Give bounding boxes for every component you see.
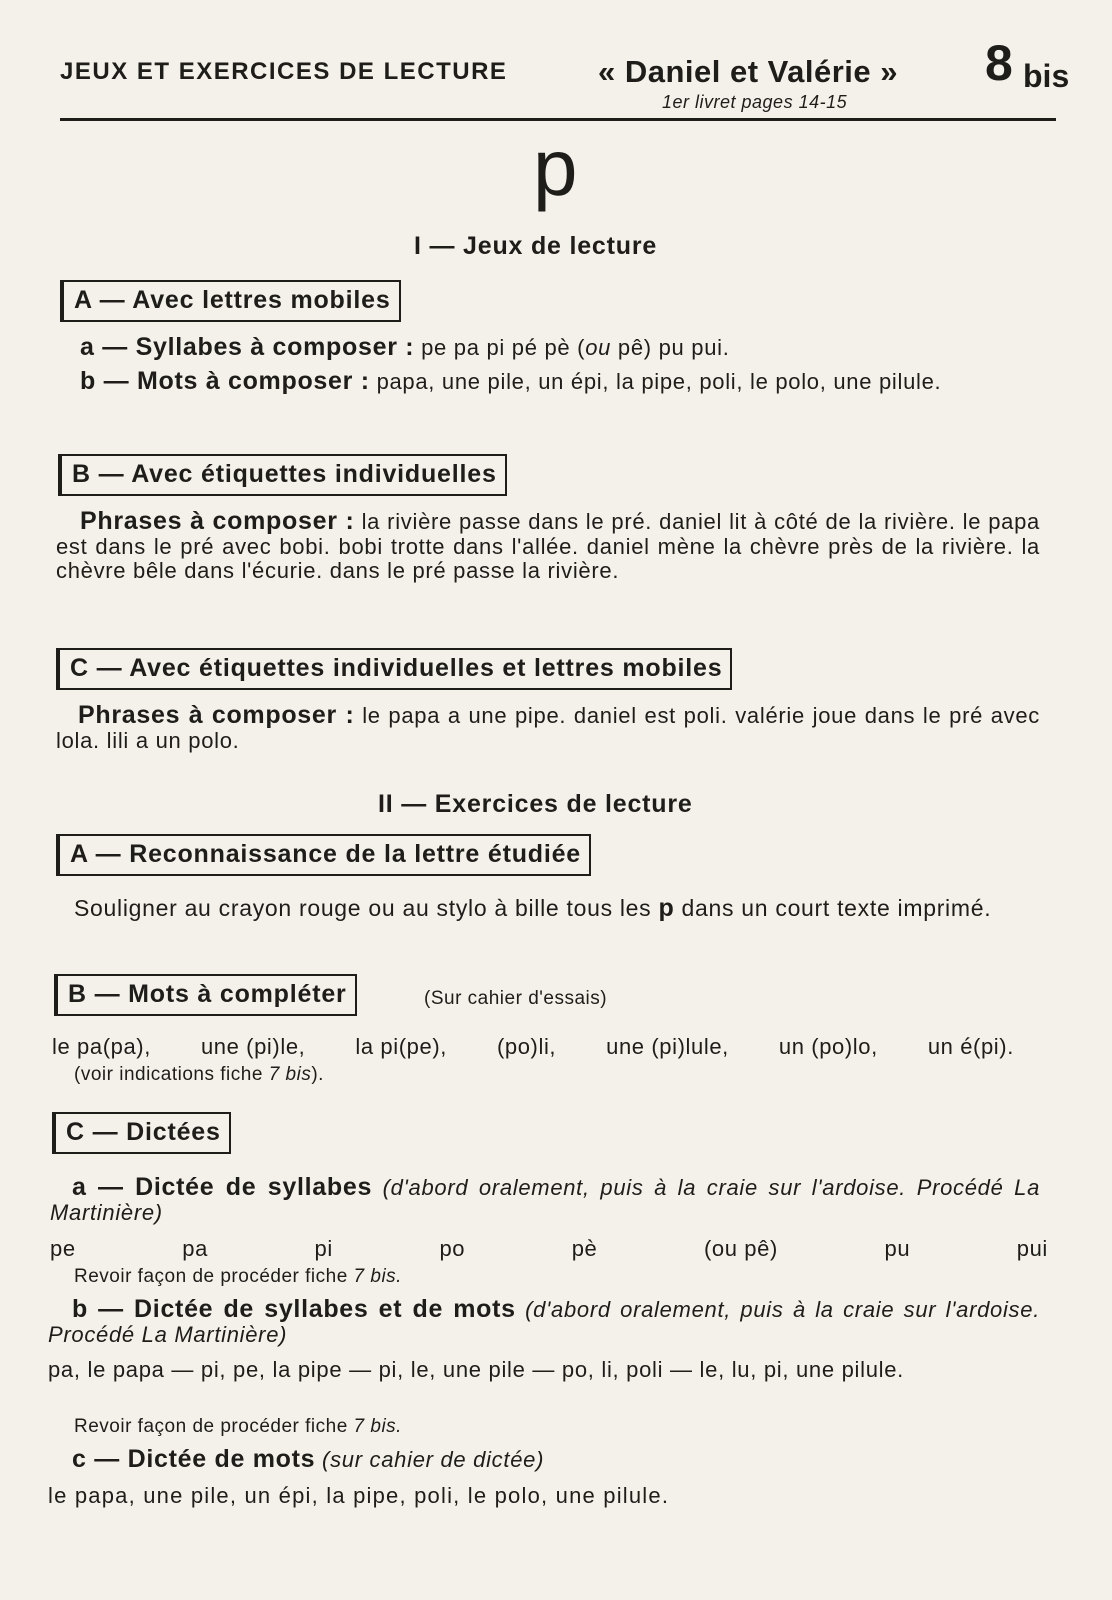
- header-title: « Daniel et Valérie »: [598, 54, 899, 89]
- part1-a-item-a: [80, 334, 1040, 361]
- dictee-b-revoir: [74, 1416, 402, 1438]
- header-subtitle: 1er livret pages 14-15: [662, 92, 848, 112]
- word-item: une (pi)le,: [200, 1034, 306, 1059]
- syllable-item: pu: [884, 1236, 911, 1261]
- part1-b-title: B — Avec étiquettes individuelles: [58, 454, 507, 496]
- part2-c-title: C — Dictées: [52, 1112, 231, 1154]
- dictee-c-label: c — Dictée de mots: [72, 1445, 316, 1473]
- dictee-a-revoir: [74, 1266, 402, 1288]
- part2-a-text-1: Souligner au crayon rouge ou au stylo à bille tous les: [74, 895, 659, 921]
- studied-letter: p: [533, 123, 578, 212]
- part1-a-a-label: a — Syllabes à composer :: [80, 333, 415, 361]
- syllable-item: pe: [50, 1236, 76, 1261]
- part2-b-title: B — Mots à compléter: [54, 974, 357, 1016]
- part1-a-b-label: b — Mots à composer :: [80, 367, 370, 395]
- word-item: le pa(pa),: [52, 1034, 151, 1059]
- part1-a-b-text: papa, une pile, un épi, la pipe, poli, le polo, une pilule.: [376, 369, 942, 394]
- dictee-b-text: pa, le papa — pi, pe, la pipe — pi, le, une pile — po, li, poli — le, lu, pi, une pilule.: [48, 1357, 904, 1382]
- part2-a-letter: p: [658, 894, 675, 922]
- word-item: la pi(pe),: [355, 1034, 447, 1059]
- syllable-item: po: [439, 1236, 466, 1261]
- revoir-text: Revoir façon de procéder fiche: [74, 1266, 354, 1287]
- part2-a-title: A — Reconnaissance de la lettre étudiée: [56, 834, 591, 876]
- part1-heading: I — Jeux de lecture: [414, 232, 658, 260]
- word-item: un (po)lo,: [778, 1034, 878, 1059]
- part1-c-label: Phrases à composer :: [78, 701, 355, 729]
- syllable-item: pi: [314, 1236, 333, 1261]
- part2-a-paragraph: [54, 895, 1040, 922]
- syllable-item: pè: [571, 1236, 598, 1261]
- dictee-b-heading: [48, 1296, 1040, 1347]
- word-item: une (pi)lule,: [606, 1034, 729, 1059]
- part1-c-paragraph: [56, 702, 1040, 753]
- part2-b-words: [52, 1034, 1014, 1060]
- indication-text-2: ).: [311, 1064, 324, 1085]
- part1-c-title: C — Avec étiquettes individuelles et lettres mobiles: [56, 648, 732, 690]
- fiche-suffix: bis: [1023, 58, 1070, 94]
- header-series: JEUX ET EXERCICES DE LECTURE: [60, 58, 508, 85]
- part1-a-title: A — Avec lettres mobiles: [60, 280, 401, 322]
- syllable-item: pa: [182, 1236, 208, 1261]
- indication-text-1: (voir indications fiche: [74, 1064, 269, 1085]
- revoir-ref: 7 bis.: [353, 1416, 402, 1437]
- fiche-number: 8: [985, 35, 1013, 91]
- part2-heading: II — Exercices de lecture: [378, 790, 693, 818]
- dictee-a-syllables: [50, 1236, 1048, 1262]
- dictee-b-note: (d'abord oralement, puis à la craie sur l'ardoise. Procédé La Martinière): [48, 1297, 1041, 1347]
- part2-b-note: (Sur cahier d'essais): [424, 988, 608, 1009]
- part1-a-a-ou: ou: [585, 335, 612, 360]
- part1-a-item-b: [56, 368, 1040, 395]
- dictee-a-label: a — Dictée de syllabes: [72, 1173, 373, 1201]
- part1-a-a-text-1: pe pa pi pé pè (: [421, 335, 586, 360]
- part1-c-text: le papa a une pipe. daniel est poli. valérie joue dans le pré avec lola. lili a un polo.: [56, 703, 1041, 753]
- dictee-c-heading: [72, 1446, 1032, 1473]
- dictee-b-label: b — Dictée de syllabes et de mots: [72, 1295, 516, 1323]
- part2-a-text-2: dans un court texte imprimé.: [674, 895, 992, 921]
- header-rule: [60, 118, 1056, 121]
- dictee-c-text: le papa, une pile, un épi, la pipe, poli, le polo, une pilule.: [48, 1483, 670, 1508]
- revoir-text: Revoir façon de procéder fiche: [74, 1416, 354, 1437]
- word-item: un é(pi).: [927, 1034, 1014, 1059]
- part2-b-indication: [74, 1064, 324, 1086]
- word-item: (po)li,: [496, 1034, 557, 1059]
- revoir-ref: 7 bis.: [353, 1266, 402, 1287]
- dictee-a-heading: [50, 1174, 1040, 1225]
- dictee-a-note: (d'abord oralement, puis à la craie sur l'ardoise. Procédé La Martinière): [50, 1175, 1040, 1225]
- part1-b-paragraph: [56, 508, 1040, 583]
- part1-b-label: Phrases à composer :: [80, 507, 355, 535]
- part1-a-a-text-2: pê) pu pui.: [611, 335, 730, 360]
- syllable-item: pui: [1016, 1236, 1048, 1261]
- part1-b-text: la rivière passe dans le pré. daniel lit à côté de la rivière. le papa est dans le pré avec bobi. bobi trotte dans l'allée. daniel mène la chèvre près de la rivière. la chèvre bêle dans l'écurie. dans le pré passe la rivière.: [56, 509, 1040, 583]
- dictee-c-note: (sur cahier de dictée): [322, 1447, 545, 1472]
- syllable-item: (ou pê): [703, 1236, 778, 1261]
- indication-ref: 7 bis: [268, 1064, 312, 1085]
